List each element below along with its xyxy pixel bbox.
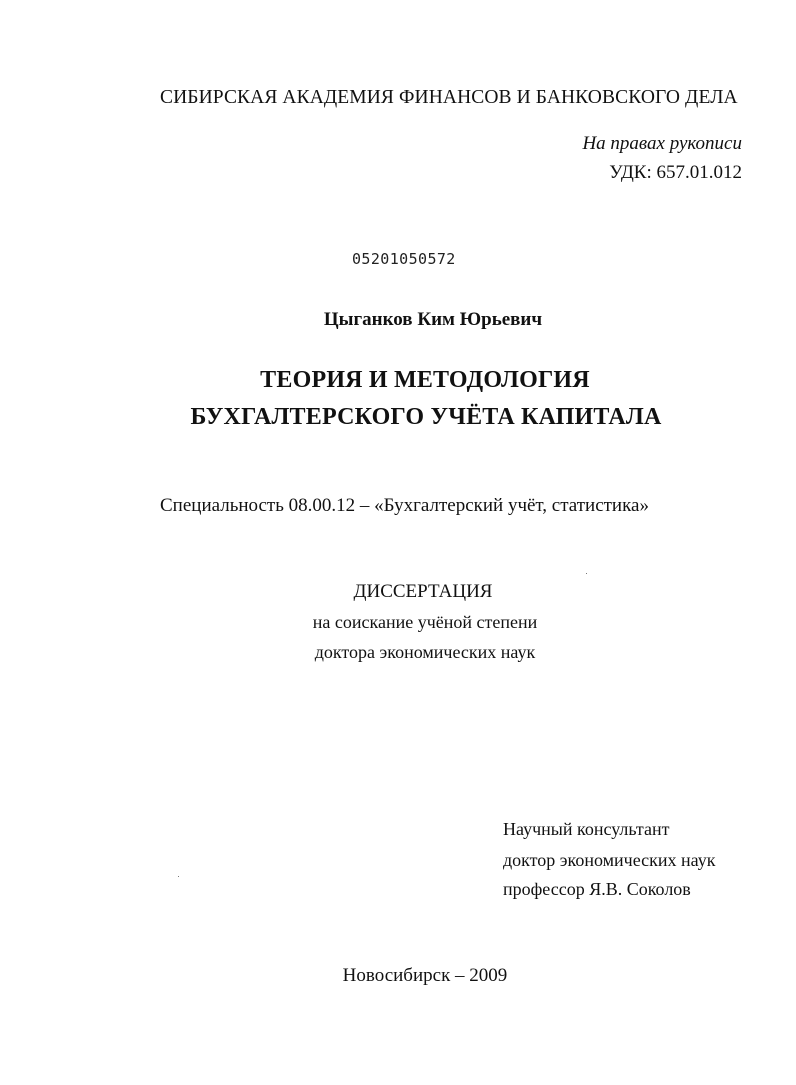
scan-speck bbox=[178, 876, 179, 877]
library-stamp-code: 05201050572 bbox=[352, 250, 456, 268]
degree-line-1: на соискание учёной степени bbox=[312, 612, 538, 632]
manuscript-rights-note: На правах рукописи bbox=[582, 133, 742, 154]
consultant-degree: доктор экономических наук bbox=[503, 850, 716, 870]
scan-speck bbox=[586, 573, 587, 574]
place-and-year: Новосибирск – 2009 bbox=[342, 965, 508, 986]
author-name: Цыганков Ким Юрьевич bbox=[323, 309, 543, 330]
consultant-role: Научный консультант bbox=[503, 819, 670, 839]
udk-code: УДК: 657.01.012 bbox=[609, 162, 742, 183]
dissertation-label: ДИССЕРТАЦИЯ bbox=[353, 581, 493, 602]
dissertation-title-line-1: ТЕОРИЯ И МЕТОДОЛОГИЯ bbox=[260, 367, 590, 393]
consultant-name: профессор Я.В. Соколов bbox=[503, 879, 691, 899]
degree-line-2: доктора экономических наук bbox=[314, 642, 536, 662]
dissertation-title-line-2: БУХГАЛТЕРСКОГО УЧЁТА КАПИТАЛА bbox=[190, 404, 662, 430]
specialty-line: Специальность 08.00.12 – «Бухгалтерский учёт, статистика» bbox=[160, 495, 649, 516]
organization-name: СИБИРСКАЯ АКАДЕМИЯ ФИНАНСОВ И БАНКОВСКОГО ДЕЛА bbox=[160, 87, 738, 108]
